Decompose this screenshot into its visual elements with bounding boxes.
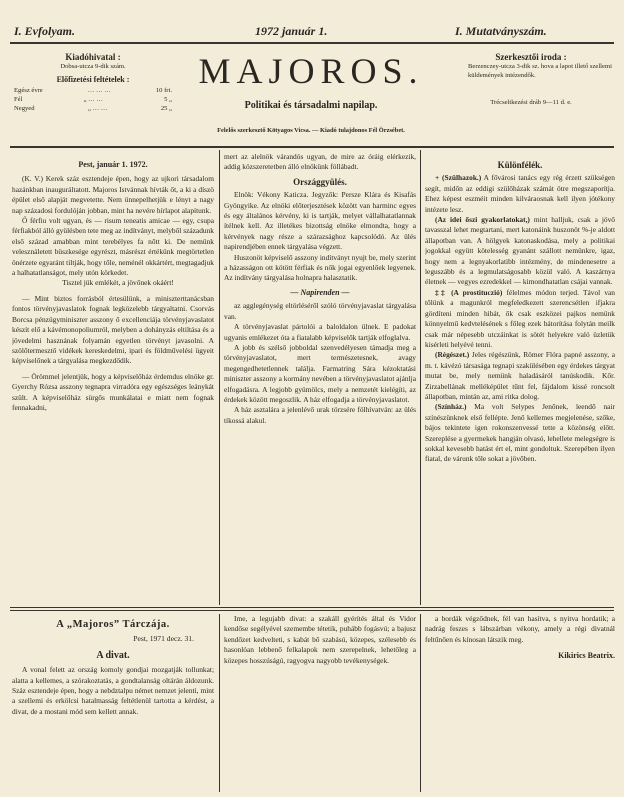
news-heading: (Régészet.) [435, 350, 470, 360]
column-right [425, 152, 615, 604]
paragraph: az agglegénység eltörléséről szóló törvényjavaslat tárgyalása van. [224, 301, 416, 321]
office-address: Dobsa-utcza 9-dik szám. [60, 63, 126, 70]
sub-dots: … … … [87, 87, 111, 94]
news-item: — Örömmel jelentjük, hogy a képviselőház érdemdus elnöke gr. Gyerchy Rózsa asszony tegnapra virradóra egy egészséges leánykát szült. A képviselőház sürgős munkálatai e miatt nem fognak fennakadni, [12, 371, 214, 412]
sub-amount: 5 „ [164, 96, 172, 103]
news-heading: + (Szülhazok.) [435, 173, 482, 183]
volume-label: I. Evfolyam. [14, 24, 75, 38]
paragraph: Huszonöt képviselő asszony indítványt nyujt be, mely szerint a házasságon ott kötött férfiak és nők jogai egyenlőek legyenek. Az indítvány tárgyalása holnapra halasztatik. [224, 252, 416, 283]
top-rule [10, 42, 614, 44]
paragraph: Ő férfiu volt ugyan, és — risum teneatis amicae — egy, csupa férfiakból álló gyülésben tete meg az indítványt, melyből századunk első század amabban mint terebélyes fa nőtt ki. De nemünk velesználetett büszkesége egyrészt, másrészt értékünk megtörtetlen önérzete egyaránt tiltják, hogy tőle, neménél okkártért, megtagadjuk a halhatatlanságot, mely utón körkedet. [12, 216, 214, 278]
subscription-row [14, 95, 172, 104]
newspaper-subtitle: Politikai és társadalmi napilap. [244, 100, 378, 111]
news-text: Ma volt Selypes Jenőnek, leendő nair színészünknek első fellépte. Jenő kellemes megjelenése, szőke, bájos tekintete igen rokonszenvessé tette a közönség előtt. Szereplése a gyermekek hangján olvasó, lehellete melegségre is sokkal kevesebb hatást ért el, mint gondoltuk. Szerepében ilyen fiatal, de várunk tőle sokat a jövőben. [425, 402, 615, 464]
paragraph: Tisztel jük emlékét, a jövőnek okáért! [62, 278, 174, 288]
feuilleton-rule [10, 607, 614, 608]
paragraph: Ime, a legujabb divat: a szakáll gyérítés által és Vidor kendőse segélyével szemembe tétetik, puhább fogásvú; a bajusz kendőzet kedvelteti, s kabát bő szabású, közepes, szélesebb és hasonlóan lebbenő felkalapok nem szerepelnek, lehetőleg a közepes hosszúságú, ragyogva nagyobb tevékenységek. [224, 614, 416, 665]
column-divider [219, 150, 220, 605]
paragraph: A vonal felett az ország komoly gondjai mozgatják tollunkat; alatta a kellemes, a szórakoztatás, a gondtalanság oltárán áldozunk. Száz esztendeje épen, hogy a nebdztalpu német nemzet jelenti, mint a szellemi és erkölcsi hatalmasság feltétlenül tartotta a kérdést, a divat, de a mostani mód sem kellett annak. [12, 665, 214, 716]
news-text: A fővárosi tanács egy rég érzett szükségen segít, midőn az eddigi szülőházak számát ötre megszaporítja. Ehez képest eszméit minden kilváraosnak kell ilyen jótékony intézete lesz. [425, 173, 615, 214]
sub-dots: „ … … [83, 96, 103, 103]
subscription-row [14, 86, 172, 95]
news-text: mint halljuk, csak a jövő tavasszal lehet megtartani, mert katonáink huszonöt %-je aldott állapotban van. A hölgyek katonaskodása, mely a politikai jogokkal együtt kötelesség gyanánt szállott nemünkre, igaz, hogy nem a legnyakorlatibb intézmény, de mindenesetre a leguszább és a legmulatságosabb közül való. A kaszárnya életnek — vegyes ezredekkel — kimondhatatlan csájai vannak. [425, 215, 615, 287]
dateline: Pest, január 1. 1972. [78, 160, 148, 169]
editorial-office-title: Szerkesztői iroda : [495, 52, 567, 62]
issue-date: 1972 január 1. [255, 24, 328, 38]
paragraph: A jobb és szélső jobboldal szenvedélyesen támadja meg a törvényjavaslatot, mert természetesnek, avagy megengedhetetlennek találja. Farmatring Sára kézoktatási miniszter asszony a kormány nevében a törvényjavaslatot ajánlja elfogadásra. A legjobb gyümölcs, mely a nemzetét kielégíti, az érdekek között megoszlik. A ház elfogadja a törvényjavaslatot. [224, 342, 416, 404]
feuilleton-title: A „Majoros” Tárczája. [56, 619, 170, 630]
column-left [12, 152, 214, 604]
sub-dots: „ … … [87, 105, 108, 112]
agenda-heading: — Napirenden — [290, 287, 350, 297]
lead-paragraph: (K. V.) Kerek száz esztendeje épen, hogy az ujkori társadalom hazánkban inauguráltatott. Majoros Istvánnak hívták őt, a ki a díszö épület első alapját megvetette. Nem ünnepelhetjük e lényt a nagy nap századosi fordulóján jobban, mint ha nevére hírlapot alapítunk. [12, 174, 214, 215]
feuilleton-right [425, 614, 615, 792]
feuilleton-left [12, 614, 214, 792]
sub-label: Negyed [14, 105, 35, 112]
right-info-box [450, 52, 612, 107]
issue-number: I. Mutatványszám. [455, 24, 547, 38]
news-heading: ‡‡ (A prostituczió) [435, 287, 503, 297]
office-title: Kiadóhivatal : [65, 52, 121, 62]
sub-amount: 10 frt. [155, 87, 172, 94]
editorial-office-text: Berzenczey-utcza 3-dik sz. hova a lapot illető szellemi küldemények intézendők. [468, 63, 612, 79]
feuilleton-heading: A divat. [96, 649, 130, 661]
column-divider [420, 150, 421, 605]
paragraph: A ház asztalára a jelenlévő urak törzsére fölhívatván: az ülés tíkossá alakul. [224, 405, 416, 425]
subscription-row [14, 104, 172, 113]
news-heading: (Az idei őszi gyakorlatokat,) [435, 215, 530, 225]
section-title: Országgyülés. [293, 176, 347, 187]
feuilleton-rule [10, 610, 614, 611]
sub-label: Egész évre [14, 87, 43, 94]
column-divider [219, 614, 220, 792]
feuilleton-dateline: Pest, 1971 decz. 31. [133, 634, 194, 644]
news-text: félelmes módon terjed. Távol van tőlünk a magunkról megfeledkezett szerencsétlen ifjakra gördíteni minden hibát, ők csak eszközei pajkos nemünk könnyelmű kedvtelésének s főleg ezek bátorítása folytán meilk csak már népesebb utczáinkat is sötét helyekre való üzletük kisérleti helyévé tenni. [425, 287, 615, 349]
news-heading: (Színház.) [435, 402, 467, 412]
newspaper-title: MAJOROS. [198, 51, 424, 91]
section-title: Különfélék. [497, 160, 543, 170]
signature: Kikirics Beatrix. [558, 651, 615, 661]
column-middle [224, 152, 416, 604]
news-item: — Mint biztos forrásból értesülünk, a miniszterttanácsban fontos törvényjavaslatok fognak legközelebb tárgyaltatni. Csorvás Borcsa pénzügyminiszter asszony ő excellenciája törvényjavaslatot készít elő a kávémonopoliumról, melyben a dohányzás eltiltása és a jövedelmi hasznának folyamán egyetlen törvényt javasolni. A szölőtermesztő vidékek kereskedelmi, ipari és földművelési ügyeit képviselőnek a tárgyalása megkezdődik. [12, 293, 214, 366]
left-info-box [14, 52, 172, 113]
paragraph: A törvényjavaslat pártolói a baloldalon ülnek. E padokat ugyanis emlékezet óta a fiatalabb képviselők tartják elfoglalva. [224, 322, 416, 342]
feuilleton-middle [224, 614, 416, 792]
paragraph: a bordák végződnek, fél van hasítva, s nyitva hordatik; a nadrág feszes s lábszárban vékony, amely a régi divatnál feltűnően és kínosan látszik meg. [425, 614, 615, 644]
masthead-rule [10, 146, 614, 148]
news-text: Jeles régészünk, Römer Flóra papné asszony, a m. t. kávézó társasága tegnapi szakülésében egy érdekes tárgyat mutat be, mely nemünk haladásáról tanúskodik. Kőr. Zirzabellának melléképület tűnt fel, fájdalom kissé roncsolt állapotban, mintán az, ami ritka dolog. [425, 350, 615, 401]
sub-amount: 25 „ [160, 105, 172, 112]
column-divider [420, 614, 421, 792]
subscription-title: Előfizetési feltételek : [56, 75, 130, 84]
continuation: mert az alelnök várandós ugyan, de mire az óráig elérkezik, addig közszeretetben álló elnökünk föllábadt. [224, 152, 416, 172]
sub-label: Fél [14, 96, 23, 103]
editors-line: Felelős szerkesztő Kötyagos Vicsa. — Kiadó tulajdonos Fél Örzsébet. [217, 127, 405, 134]
paragraph: Elnök: Vékony Katicza. Jegyzők: Persze Klára és Kisafás Gyöngyike. Az elnöki előterjesztések között van harminc egyes és egy általános kérvény, ki is tartják, melyet vállalhatatlannak ítélnek kell. Az illetékes bizottság elnöke elmondta, hogy a kérvények nagy része a szárazsághoz kapcsolódó. Az ülés napirendjében ennek tárgyalása végzett. [224, 190, 416, 252]
office-hours: Trécseltkezési dráb 9—11 d. e. [490, 99, 572, 106]
